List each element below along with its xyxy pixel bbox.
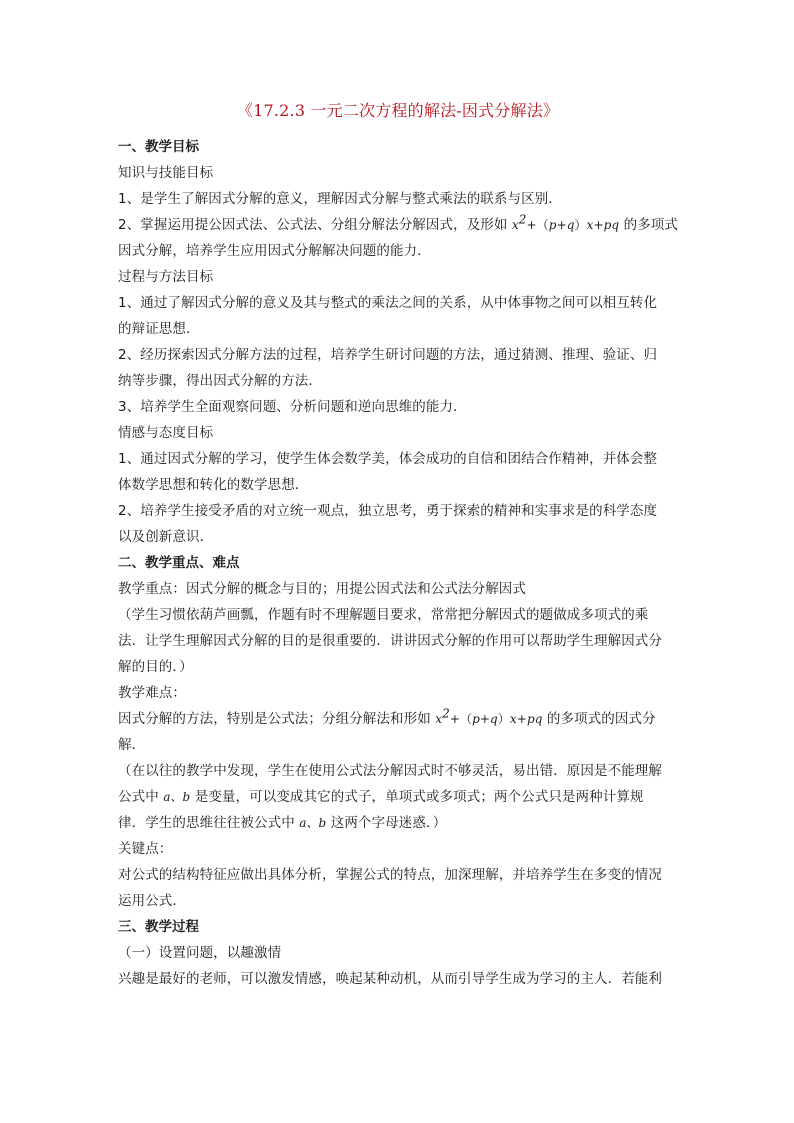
text-line: 1、通过了解因式分解的意义及其与整式的乘法之间的关系，从中体事物之间可以相互转化 <box>118 295 658 311</box>
text-line: 关键点： <box>118 841 173 857</box>
text-line: 因式分解，培养学生应用因式分解解决问题的能力． <box>118 243 431 259</box>
text-line: 兴趣是最好的老师，可以激发情感，唤起某种动机，从而引导学生成为学习的主人．若能利 <box>118 971 662 987</box>
text-line: 1、通过因式分解的学习，使学生体会数学美，体会成功的自信和团结合作精神，并体会整 <box>118 451 658 467</box>
text-line-with-vars <box>118 810 678 836</box>
text-line: 对公式的结构特征应做出具体分析，掌握公式的特点，加深理解，并培养学生在多变的情况 <box>118 867 662 883</box>
subheading-attitude: 情感与态度目标 <box>118 425 214 441</box>
math-ab: a、b <box>299 816 327 830</box>
text-line: 2、培养学生接受矛盾的对立统一观点，独立思考，勇于探索的精神和实事求是的科学态度 <box>118 503 658 519</box>
text-segment: 2、掌握运用提公因式法、公式法、分组分解法分解因式，及形如 <box>118 217 512 233</box>
objective-item-formula <box>118 212 678 238</box>
text-line: 的辩证思想． <box>118 321 200 337</box>
math-x: x <box>435 712 443 726</box>
subheading-knowledge: 知识与技能目标 <box>118 165 214 181</box>
text-segment: 律．学生的思维往往被公式中 <box>118 815 300 831</box>
text-line: 以及创新意识． <box>118 529 214 545</box>
text-line: （一）设置问题，以趣激情 <box>118 945 282 961</box>
math-plus: + <box>526 218 537 232</box>
text-segment: 因式分解的方法，特别是公式法；分组分解法和形如 <box>118 711 436 727</box>
math-ab: a、b <box>163 790 191 804</box>
text-segment: 的多项式 <box>619 217 678 233</box>
text-line: 法．让学生理解因式分解的目的是很重要的．讲讲因式分解的作用可以帮助学生理解因式分 <box>118 633 662 649</box>
text-segment: 这两个字母迷惑．） <box>326 815 447 831</box>
math-x-pq: x+pq <box>509 712 543 726</box>
math-lparen: （ <box>536 218 549 232</box>
math-pq-sum: p+q <box>548 218 575 232</box>
math-lparen: （ <box>459 712 473 726</box>
text-segment: 的多项式的因式分 <box>542 711 656 727</box>
text-line: （学生习惯依葫芦画瓢，作题有时不理解题目要求，常常把分解因式的题做成多项式的乘 <box>118 607 649 623</box>
text-segment: 是变量，可以变成其它的式子，单项式或多项式；两个公式只是两种计算规 <box>190 789 644 805</box>
math-exponent: 2 <box>442 706 450 721</box>
section-heading-process: 三、教学过程 <box>118 919 199 935</box>
math-x-pq: x+pq <box>586 218 620 232</box>
text-line: 教学难点： <box>118 685 186 701</box>
math-rparen: ） <box>497 712 510 726</box>
text-line: 3、培养学生全面观察问题、分析问题和逆向思维的能力． <box>118 399 467 415</box>
text-line: 体数学思想和转化的数学思想． <box>118 477 309 493</box>
document-title: 《17.2.3 一元二次方程的解法-因式分解法》 <box>236 101 560 120</box>
objective-item: 1、是学生了解因式分解的意义，理解因式分解与整式乘法的联系与区别． <box>118 191 562 207</box>
text-line: （在以往的教学中发现，学生在使用公式法分解因式时不够灵活，易出错．原因是不能理解 <box>118 763 662 779</box>
difficulty-formula-line <box>118 706 678 732</box>
document-page <box>118 98 678 992</box>
text-line: 解． <box>118 737 146 753</box>
section-heading-key-points: 二、教学重点、难点 <box>118 555 240 571</box>
text-line-with-vars <box>118 784 678 810</box>
subheading-process: 过程与方法目标 <box>118 269 214 285</box>
math-exponent: 2 <box>518 212 527 227</box>
text-line: 纳等步骤，得出因式分解的方法． <box>118 373 322 389</box>
text-line: 运用公式． <box>118 893 186 909</box>
section-heading-objectives: 一、教学目标 <box>118 139 199 155</box>
text-line: 2、经历探索因式分解方法的过程，培养学生研讨问题的方法，通过猜测、推理、验证、归 <box>118 347 658 363</box>
text-segment: 公式中 <box>118 789 164 805</box>
text-line: 教学重点：因式分解的概念与目的；用提公因式法和公式法分解因式 <box>118 581 526 597</box>
math-plus: + <box>449 712 460 726</box>
math-x: x <box>511 218 519 232</box>
text-line: 解的目的．） <box>118 659 193 675</box>
math-pq-sum: p+q <box>472 712 498 726</box>
math-rparen: ） <box>574 218 587 232</box>
